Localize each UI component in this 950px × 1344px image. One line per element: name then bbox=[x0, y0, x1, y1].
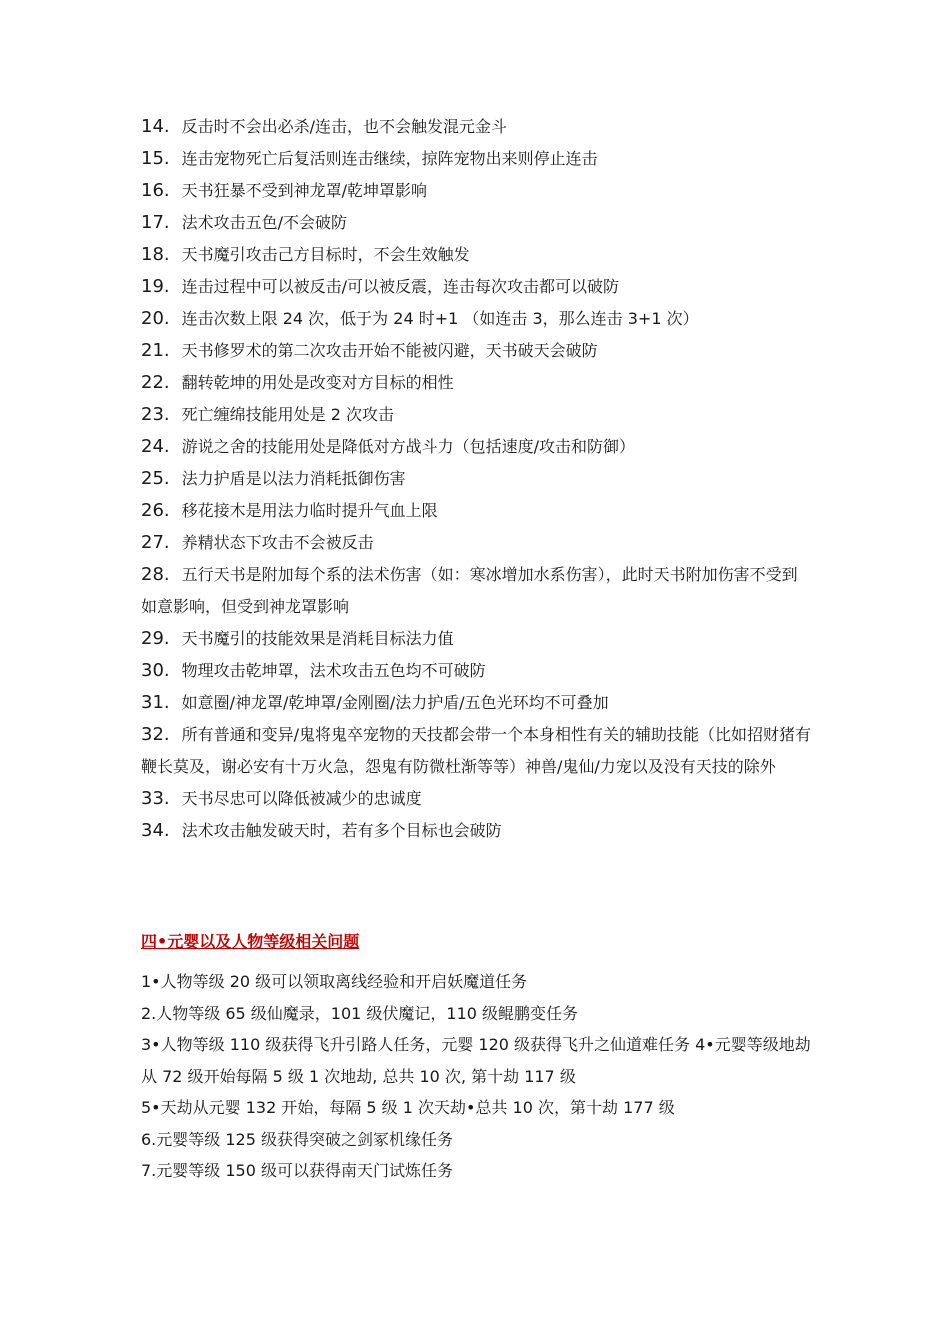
item-number: 24. bbox=[141, 436, 170, 457]
item-text: 连击次数上限 24 次，低于为 24 时+1 （如连击 3，那么连击 3+1 次） bbox=[181, 309, 699, 328]
item-text: 五行天书是附加每个系的法术伤害（如：寒冰增加水系伤害），此时天书附加伤害不受到如意影响，但受到神龙罩影响 bbox=[141, 565, 798, 616]
item-number: 26. bbox=[141, 500, 170, 521]
item-text: 法力护盾是以法力消耗抵御伤害 bbox=[181, 469, 406, 488]
item-text: 连击宠物死亡后复活则连击继续，掠阵宠物出来则停止连击 bbox=[181, 149, 598, 168]
item-text: 游说之舍的技能用处是降低对方战斗力（包括速度/攻击和防御） bbox=[181, 437, 636, 456]
item-text: 天书魔引攻击己方目标时，不会生效触发 bbox=[181, 245, 470, 264]
section-line: 6.元婴等级 125 级获得突破之剑冢机缘任务 bbox=[141, 1129, 453, 1149]
item-number: 21. bbox=[141, 340, 170, 361]
item-number: 30. bbox=[141, 660, 170, 681]
item-text: 天书魔引的技能效果是消耗目标法力值 bbox=[181, 629, 454, 648]
item-number: 32. bbox=[141, 724, 170, 745]
item-number: 28. bbox=[141, 564, 170, 585]
list-item bbox=[141, 367, 813, 399]
item-number: 19. bbox=[141, 276, 170, 297]
section-line: 3•人物等级 110 级获得飞升引路人任务，元婴 120 级获得飞升之仙道难任务 4•元婴等级地劫从 72 级开始每隔 5 级 1 次地劫, 总共 10 次, 第十劫 117 级 bbox=[141, 1035, 811, 1086]
item-number: 15. bbox=[141, 148, 170, 169]
list-item bbox=[141, 687, 813, 719]
item-number: 22. bbox=[141, 372, 170, 393]
item-text: 天书修罗术的第二次攻击开始不能被闪避，天书破天会破防 bbox=[181, 341, 598, 360]
item-text: 天书尽忠可以降低被减少的忠诚度 bbox=[181, 789, 422, 808]
item-text: 物理攻击乾坤罩，法术攻击五色均不可破防 bbox=[181, 661, 486, 680]
item-number: 17. bbox=[141, 212, 170, 233]
list-item bbox=[141, 239, 813, 271]
list-item bbox=[141, 655, 813, 687]
list-item bbox=[141, 783, 813, 815]
item-number: 31. bbox=[141, 692, 170, 713]
item-number: 34. bbox=[141, 820, 170, 841]
list-item bbox=[141, 463, 813, 495]
section-line: 2.人物等级 65 级仙魔录，101 级伏魔记，110 级鲲鹏变任务 bbox=[141, 1003, 579, 1023]
list-item bbox=[141, 303, 813, 335]
item-number: 27. bbox=[141, 532, 170, 553]
rules-list bbox=[141, 111, 813, 847]
list-item bbox=[141, 527, 813, 559]
list-item bbox=[141, 559, 813, 623]
list-item bbox=[141, 175, 813, 207]
item-text: 所有普通和变异/鬼将鬼卒宠物的天技都会带一个本身相性有关的辅助技能（比如招财猪有鞭长莫及，谢必安有十万火急，怨鬼有防微杜渐等等）神兽/鬼仙/力宠以及没有天技的除外 bbox=[141, 725, 812, 776]
list-item bbox=[141, 815, 813, 847]
item-text: 连击过程中可以被反击/可以被反震，连击每次攻击都可以破防 bbox=[181, 277, 620, 296]
list-item bbox=[141, 335, 813, 367]
item-number: 14. bbox=[141, 116, 170, 137]
list-item bbox=[141, 495, 813, 527]
list-item bbox=[141, 111, 813, 143]
item-number: 29. bbox=[141, 628, 170, 649]
section-line: 1•人物等级 20 级可以领取离线经验和开启妖魔道任务 bbox=[141, 972, 528, 991]
section-line: 5•天劫从元婴 132 开始，每隔 5 级 1 次天劫•总共 10 次，第十劫 177 级 bbox=[141, 1098, 675, 1117]
list-item bbox=[141, 399, 813, 431]
item-text: 养精状态下攻击不会被反击 bbox=[181, 533, 374, 552]
item-text: 法术攻击触发破天时，若有多个目标也会破防 bbox=[181, 821, 502, 840]
section-title: 四•元婴以及人物等级相关问题 bbox=[141, 932, 360, 951]
item-text: 移花接木是用法力临时提升气血上限 bbox=[181, 501, 438, 520]
item-text: 死亡缠绵技能用处是 2 次攻击 bbox=[181, 405, 394, 424]
item-text: 天书狂暴不受到神龙罩/乾坤罩影响 bbox=[181, 181, 428, 200]
list-item bbox=[141, 431, 813, 463]
item-number: 33. bbox=[141, 788, 170, 809]
section-list bbox=[141, 966, 813, 1187]
item-text: 反击时不会出必杀/连击，也不会触发混元金斗 bbox=[181, 117, 508, 136]
item-text: 如意圈/神龙罩/乾坤罩/金刚圈/法力护盾/五色光环均不可叠加 bbox=[181, 693, 609, 712]
item-text: 翻转乾坤的用处是改变对方目标的相性 bbox=[181, 373, 454, 392]
list-item bbox=[141, 143, 813, 175]
list-item bbox=[141, 271, 813, 303]
list-item bbox=[141, 623, 813, 655]
list-item bbox=[141, 207, 813, 239]
item-number: 25. bbox=[141, 468, 170, 489]
section-line: 7.元婴等级 150 级可以获得南天门试炼任务 bbox=[141, 1161, 453, 1180]
item-number: 20. bbox=[141, 308, 170, 329]
item-number: 23. bbox=[141, 404, 170, 425]
item-text: 法术攻击五色/不会破防 bbox=[181, 213, 348, 232]
list-item bbox=[141, 719, 813, 783]
item-number: 18. bbox=[141, 244, 170, 265]
item-number: 16. bbox=[141, 180, 170, 201]
